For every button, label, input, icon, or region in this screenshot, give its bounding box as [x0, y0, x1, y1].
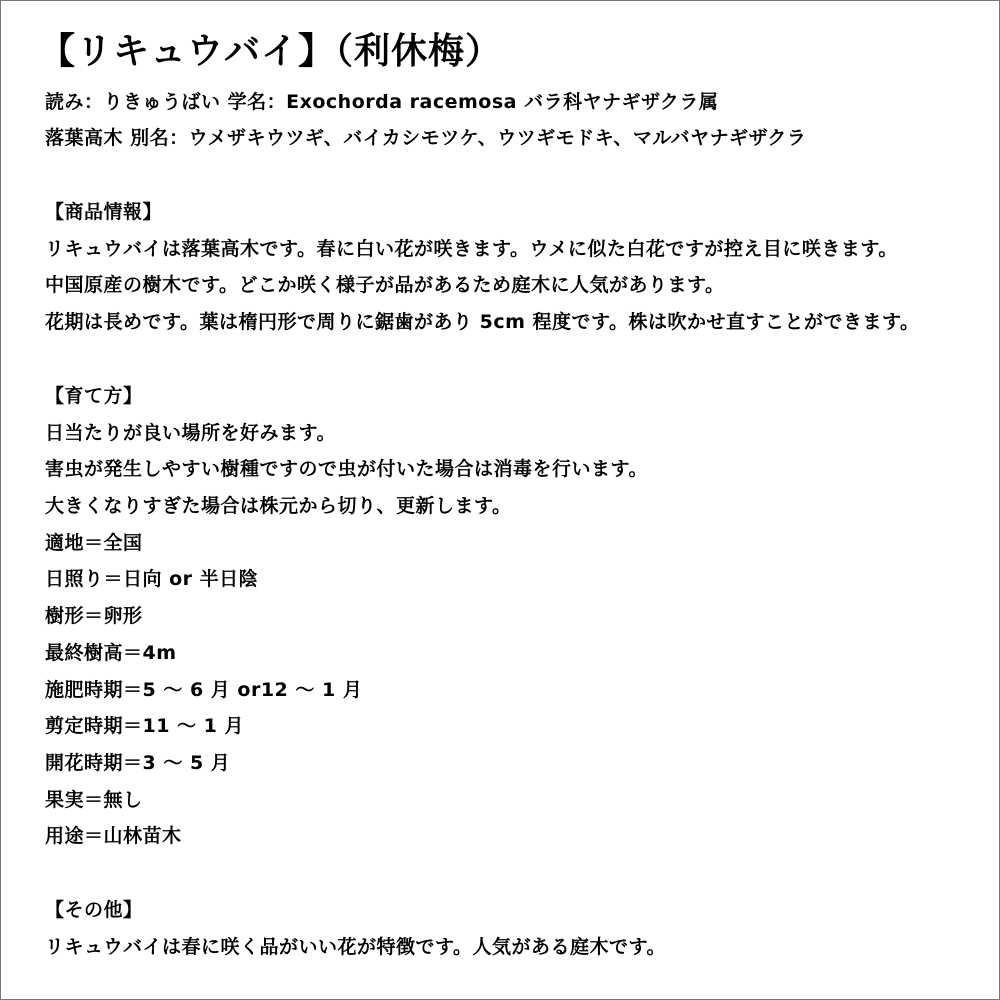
care-line: 大きくなりすぎた場合は株元から切り、更新します。 — [45, 495, 512, 517]
product-info-line: 中国原産の樹木です。どこか咲く様子が品があるため庭木に人気があります。 — [45, 274, 725, 296]
care-spec-usage: 用途＝山林苗木 — [45, 825, 182, 847]
care-heading: 【育て方】 — [45, 385, 143, 407]
care-spec-fruit: 果実＝無し — [45, 789, 143, 811]
care-line: 日当たりが良い場所を好みます。 — [45, 422, 336, 444]
care-spec-shape: 樹形＝卵形 — [45, 605, 143, 627]
product-info-line: リキュウバイは落葉高木です。春に白い花が咲きます。ウメに似た白花ですが控え目に咲きます。 — [45, 238, 898, 260]
page-title: 【リキュウバイ】（利休梅） — [39, 31, 503, 72]
care-spec-fertilize: 施肥時期＝5 ～ 6 月 or12 ～ 1 月 — [45, 679, 363, 701]
product-info-line: 花期は長めです。葉は楕円形で周りに鋸歯があり 5cm 程度です。株は吹かせ直すことができます。 — [45, 311, 920, 333]
care-spec-sunlight: 日照り＝日向 or 半日陰 — [45, 568, 259, 590]
reading-line: 読み：りきゅうばい 学名：Exochorda racemosa バラ科ヤナギザクラ属 — [45, 91, 719, 113]
care-spec-flowering: 開花時期＝3 ～ 5 月 — [45, 752, 231, 774]
care-spec-pruning: 剪定時期＝11 ～ 1 月 — [45, 715, 245, 737]
care-spec-region: 適地＝全国 — [45, 532, 143, 554]
care-spec-height: 最終樹高＝4m — [45, 642, 177, 664]
product-info-heading: 【商品情報】 — [45, 201, 163, 223]
alias-line: 落葉高木 別名：ウメザキウツギ、バイカシモツケ、ウツギモドキ、マルバヤナギザクラ — [45, 127, 807, 149]
other-heading: 【その他】 — [45, 899, 143, 921]
care-line: 害虫が発生しやすい樹種ですので虫が付いた場合は消毒を行います。 — [45, 458, 648, 480]
other-line: リキュウバイは春に咲く品がいい花が特徴です。人気がある庭木です。 — [45, 936, 666, 958]
